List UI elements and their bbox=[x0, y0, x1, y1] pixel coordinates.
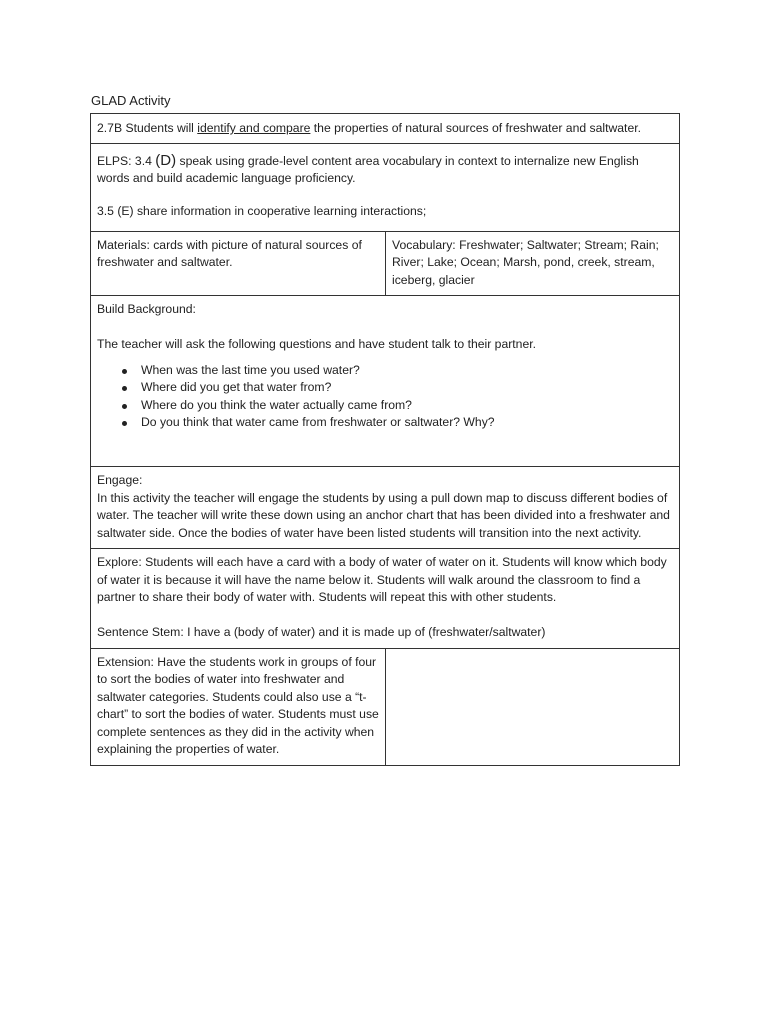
document-title: GLAD Activity bbox=[91, 93, 171, 108]
build-background-intro: The teacher will ask the following questions and have student talk to their partner. bbox=[97, 337, 537, 351]
empty-cell bbox=[386, 648, 680, 765]
build-background-row bbox=[91, 296, 680, 467]
explore-text: Explore: Students will each have a card with a body of water of water on it. Students will know which body of water it is because it will have the name below it. Students will walk around the classroom to find a partner to share their body of water with. Students will repeat this with other students. bbox=[97, 555, 667, 604]
elps-line-1 bbox=[97, 152, 673, 188]
standard-text-underlined: identify and compare bbox=[197, 121, 311, 135]
lesson-plan-table bbox=[90, 113, 680, 766]
elps-cell bbox=[91, 143, 680, 231]
extension-cell: Extension: Have the students work in groups of four to sort the bodies of water into freshwater and saltwater categories. Students could also use a “t-chart” to sort the bodies of water. Students must use complete sentences as they did in the activity when explaining the properties of water. bbox=[91, 648, 386, 765]
materials-vocabulary-row bbox=[91, 231, 680, 296]
question-item: Where do you think the water actually came from? bbox=[141, 397, 673, 415]
sentence-stem: Sentence Stem: I have a (body of water) and it is made up of (freshwater/saltwater) bbox=[97, 625, 546, 639]
materials-cell: Materials: cards with picture of natural sources of freshwater and saltwater. bbox=[91, 231, 386, 296]
build-background-cell bbox=[91, 296, 680, 467]
elps-line-1-code: (D) bbox=[155, 151, 177, 169]
question-item: Do you think that water came from freshwater or saltwater? Why? bbox=[141, 414, 673, 432]
question-item: Where did you get that water from? bbox=[141, 379, 673, 397]
engage-cell bbox=[91, 467, 680, 549]
elps-line-1-pre: ELPS: 3.4 bbox=[97, 153, 156, 168]
standard-cell bbox=[91, 114, 680, 144]
engage-row bbox=[91, 467, 680, 549]
elps-row bbox=[91, 143, 680, 231]
engage-heading: Engage: bbox=[97, 473, 143, 487]
standard-text-post: the properties of natural sources of freshwater and saltwater. bbox=[310, 121, 641, 135]
build-background-heading: Build Background: bbox=[97, 302, 196, 316]
standard-row bbox=[91, 114, 680, 144]
elps-line-2: 3.5 (E) share information in cooperative learning interactions; bbox=[97, 203, 427, 218]
extension-row bbox=[91, 648, 680, 765]
vocabulary-cell: Vocabulary: Freshwater; Saltwater; Stream; Rain; River; Lake; Ocean; Marsh, pond, creek, stream, iceberg, glacier bbox=[386, 231, 680, 296]
question-item: When was the last time you used water? bbox=[141, 362, 673, 380]
question-list bbox=[97, 362, 673, 432]
engage-text: In this activity the teacher will engage the students by using a pull down map to discuss different bodies of water. The teacher will write these down using an anchor chart that has been divided into a freshwater and saltwater side. Once the bodies of water have been listed students will transition into the next activity. bbox=[97, 490, 670, 540]
standard-text-pre: 2.7B Students will bbox=[97, 121, 198, 135]
explore-row bbox=[91, 549, 680, 649]
explore-cell bbox=[91, 549, 680, 649]
elps-line-1-text: speak using grade-level content area vocabulary in context to internalize new English words and build academic language proficiency. bbox=[97, 153, 639, 185]
